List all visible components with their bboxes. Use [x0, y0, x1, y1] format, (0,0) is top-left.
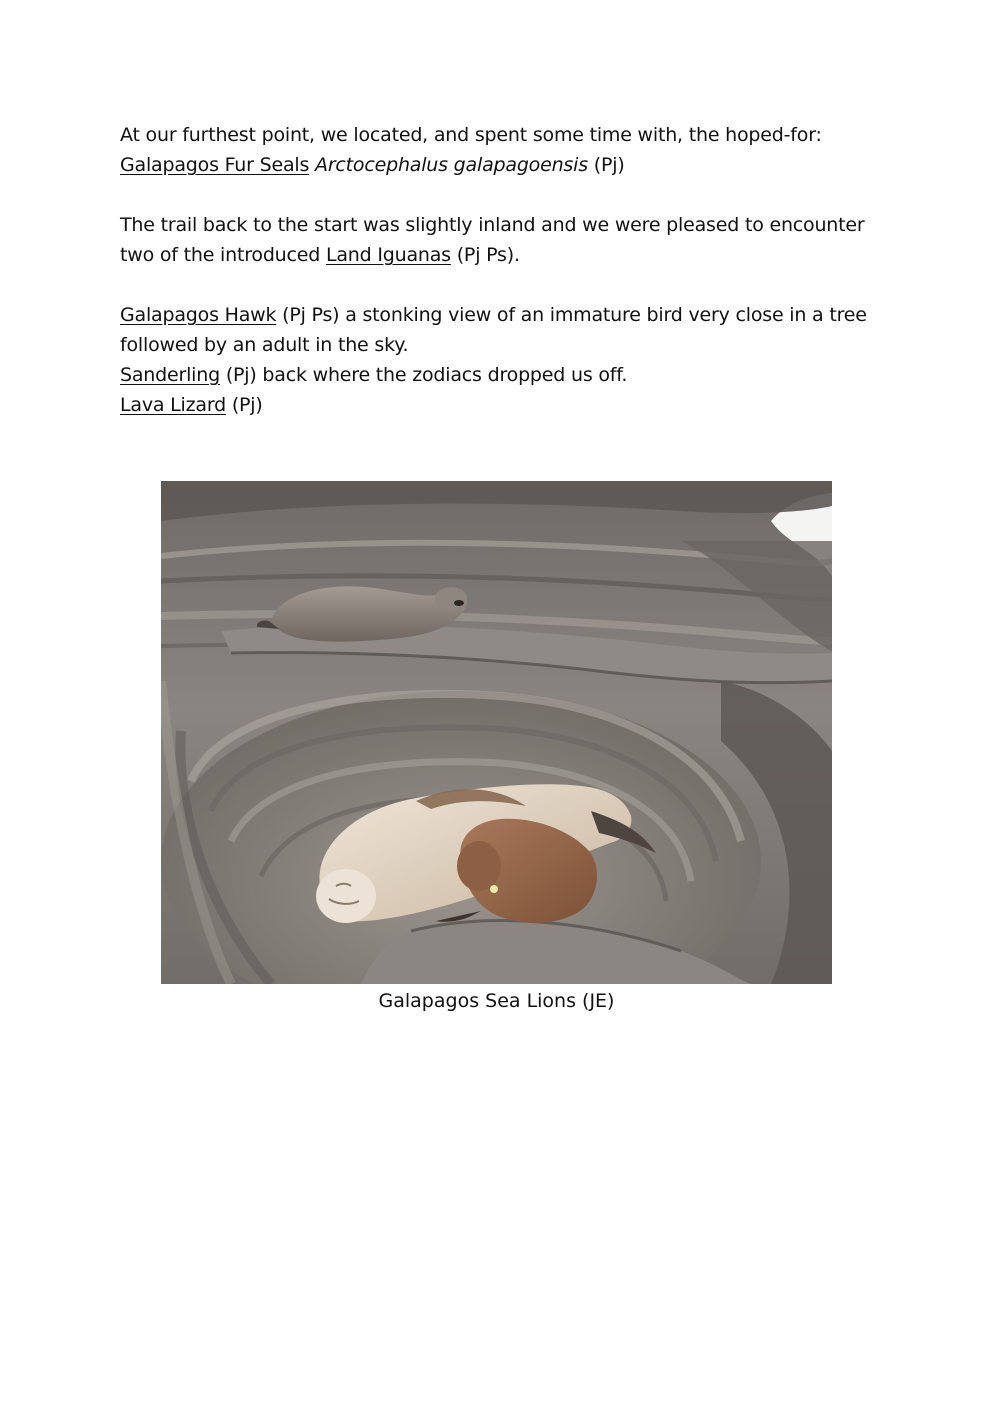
body-text [120, 120, 880, 420]
note-galapagos-hawk: (Pj Ps) a stonking view of an immature bird very close in a tree followed by an adult in the sky. [120, 304, 867, 356]
sighting-lava-lizard [120, 390, 880, 420]
species-land-iguana: Land Iguanas [325, 244, 451, 266]
iguana-paragraph [120, 210, 880, 270]
note-lava-lizard: (Pj) [231, 394, 263, 416]
species-sanderling: Sanderling [120, 364, 220, 386]
photo-caption: Galapagos Sea Lions (JE) [378, 990, 615, 1012]
species-fur-seal: Galapagos Fur Seals [120, 154, 310, 176]
fur-seal-intro: At our furthest point, we located, and spent some time with, the hoped-for: [120, 124, 822, 146]
iguana-text-after: (Pj Ps). [456, 244, 520, 266]
sighting-sanderling [120, 360, 880, 390]
species-lava-lizard: Lava Lizard [120, 394, 226, 416]
species-galapagos-hawk: Galapagos Hawk [120, 304, 277, 326]
note-sanderling: (Pj) back where the zodiacs dropped us off. [225, 364, 628, 386]
sighting-hawk [120, 300, 880, 360]
sea-lions-photo [161, 481, 832, 984]
latin-name-fur-seal: Arctocephalus galapagoensis [315, 154, 588, 176]
observers-fur-seal: (Pj) [593, 154, 625, 176]
fur-seal-paragraph [120, 120, 880, 180]
iguana-text-before: The trail back to the start was slightly inland and we were pleased to encounter two of the introduced [120, 214, 865, 266]
